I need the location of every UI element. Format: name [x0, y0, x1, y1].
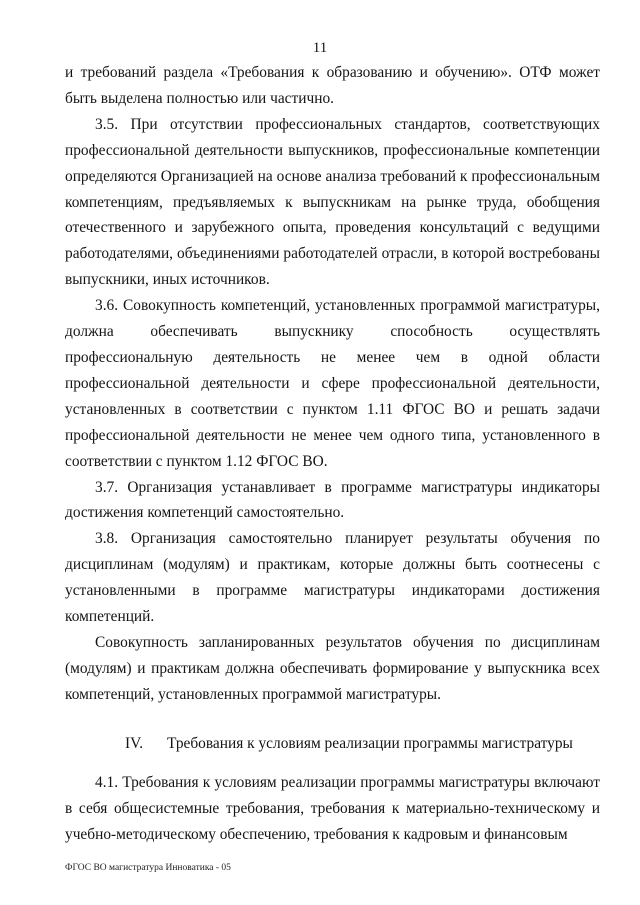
- section-title: Требования к условиям реализации программы магистратуры: [167, 735, 573, 752]
- paragraph-4-1: 4.1. Требования к условиям реализации программы магистратуры включают в себя общесистемные требования, требования к материально-техническому и учебно-методическому обеспечению, требования к кадровым и финансовым: [65, 774, 600, 843]
- page-number: 11: [312, 40, 328, 56]
- paragraph-3-8: 3.8. Организация самостоятельно планирует результаты обучения по дисциплинам (модулям) и практикам, которые должны быть соотнесены с установленными в программе магистратуры индикаторами достижения компетенций.: [65, 530, 600, 626]
- body-text: [65, 60, 600, 708]
- section-number: IV.: [125, 735, 144, 752]
- section-heading: [65, 731, 600, 757]
- paragraph-3-5: 3.5. При отсутствии профессиональных стандартов, соответствующих профессиональной деятельности выпускников, профессиональные компетенции определяются Организацией на основе анализа требований к профессиональным компетенциям, предъявляемых к выпускникам на рынке труда, обобщения отечественного и зарубежного опыта, проведения консультаций с ведущими работодателями, объединениями работодателей отрасли, в которой востребованы выпускники, иных источников.: [65, 115, 600, 289]
- paragraph-3-7: 3.7. Организация устанавливает в программе магистратуры индикаторы достижения компетенций самостоятельно.: [65, 478, 600, 522]
- section-body: [65, 770, 600, 848]
- footer-note: ФГОС ВО магистратура Инноватика - 05: [65, 863, 231, 873]
- paragraph-continuation: и требований раздела «Требования к образованию и обучению». ОТФ может быть выделена полностью или частично.: [65, 64, 600, 107]
- paragraph-learning-outcomes: Совокупность запланированных результатов обучения по дисциплинам (модулям) и практикам должна обеспечивать формирование у выпускника всех компетенций, установленных программой магистратуры.: [65, 633, 600, 703]
- paragraph-3-6: 3.6. Совокупность компетенций, установленных программой магистратуры, должна обеспечивать выпускнику способность осуществлять профессиональную деятельность не менее чем в одной области профессиональной деятельности и сфере профессиональной деятельности, установленных в соответствии с пунктом 1.11 ФГОС ВО и решать задачи профессиональной деятельности не менее чем одного типа, установленного в соответствии с пунктом 1.12 ФГОС ВО.: [65, 297, 600, 470]
